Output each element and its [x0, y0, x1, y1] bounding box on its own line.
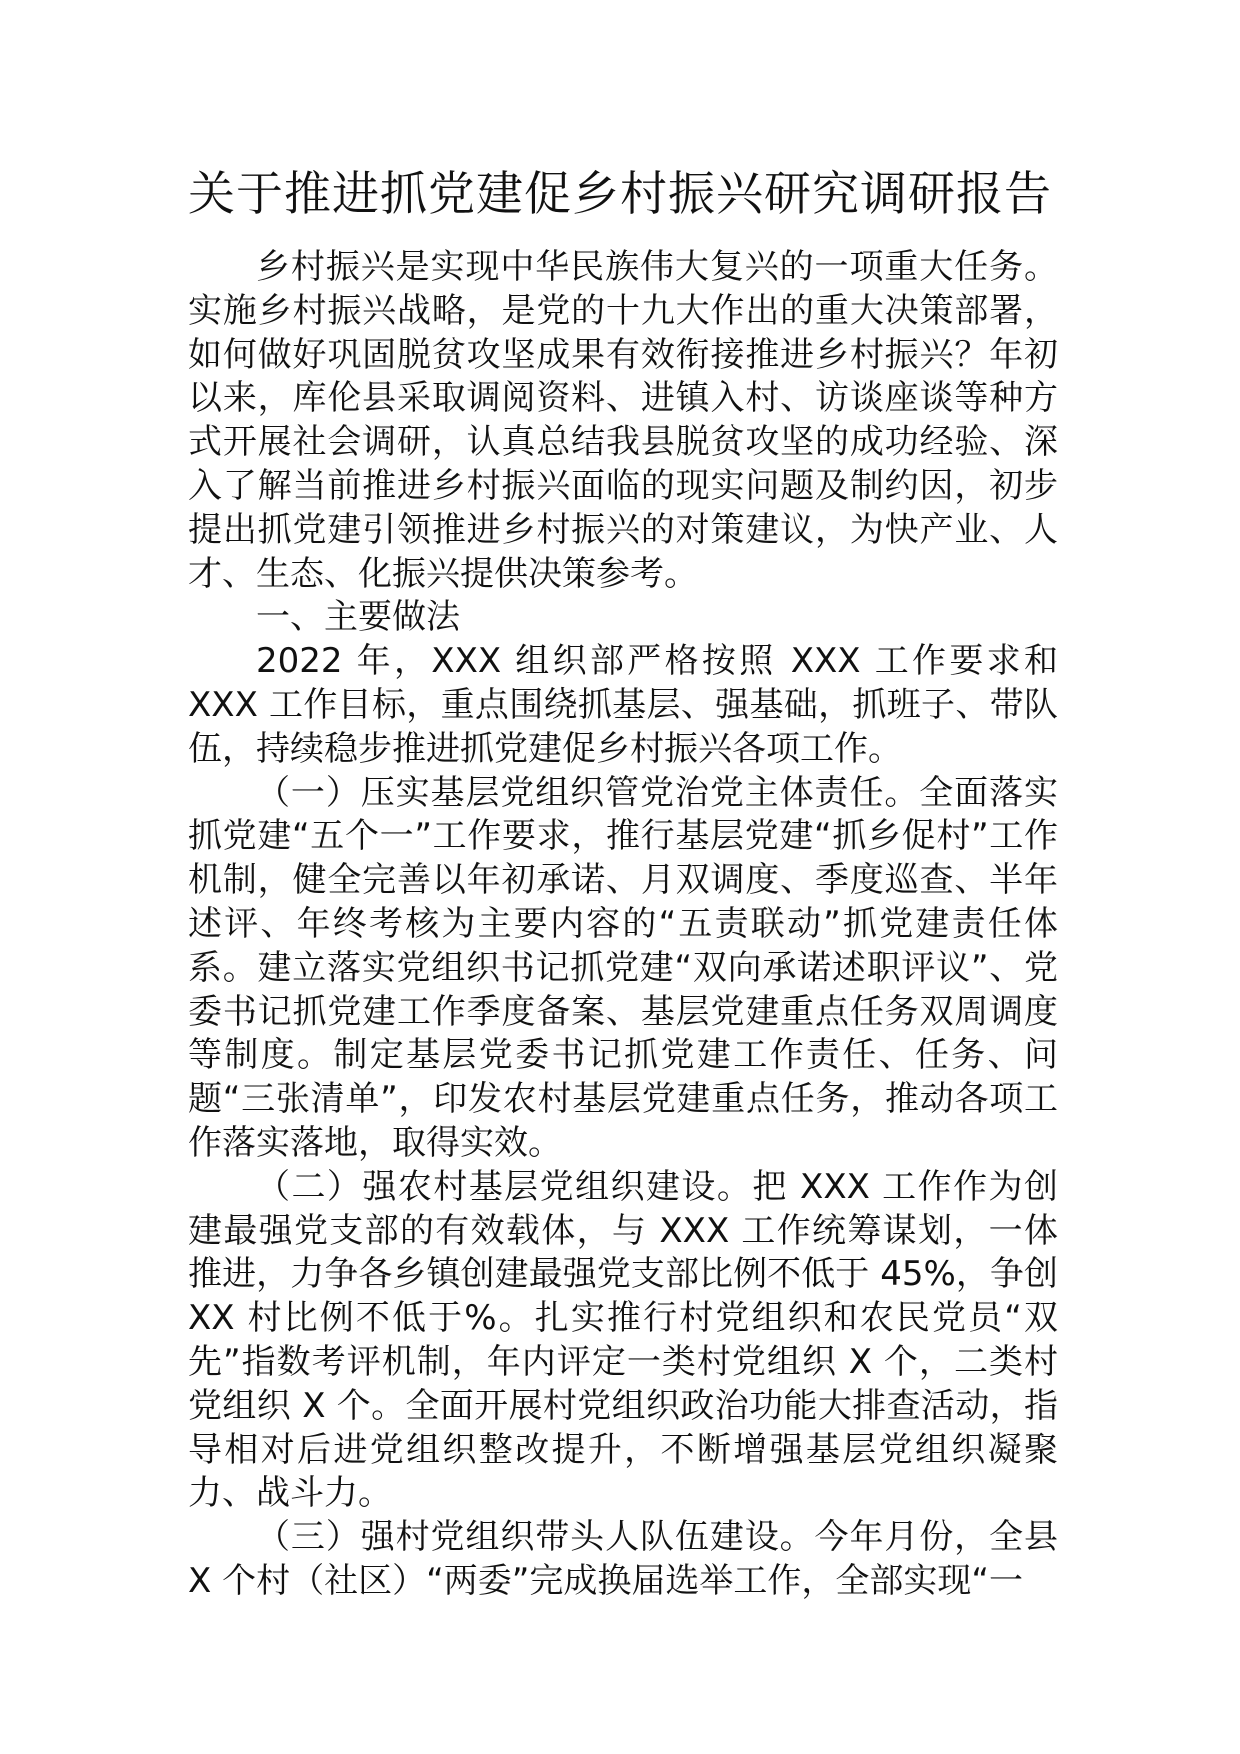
paragraph-item-1: （一）压实基层党组织管党治党主体责任。全面落实抓党建“五个一”工作要求，推行基层党建“抓乡促村”工作机制，健全完善以年初承诺、月双调度、季度巡查、半年述评、年终考核为主要内容的“五责联动”抓党建责任体系。建立落实党组织书记抓党建“双向承诺述职评议”、党委书记抓党建工作季度备案、基层党建重点任务双周调度等制度。制定基层党委书记抓党建工作责任、任务、问题“三张清单”，印发农村基层党建重点任务，推动各项工作落实落地，取得实效。	[188, 772, 1058, 1163]
paragraph-intro: 乡村振兴是实现中华民族伟大复兴的一项重大任务。实施乡村振兴战略，是党的十九大作出的重大决策部署，如何做好巩固脱贫攻坚成果有效衔接推进乡村振兴？年初以来，库伦县采取调阅资料、进镇入村、访谈座谈等种方式开展社会调研，认真总结我县脱贫攻坚的成功经验、深入了解当前推进乡村振兴面临的现实问题及制约因，初步提出抓党建引领推进乡村振兴的对策建议，为快产业、人才、生态、化振兴提供决策参考。	[188, 247, 1058, 594]
paragraph-overview: 2022 年，XXX 组织部严格按照 XXX 工作要求和 XXX 工作目标，重点围绕抓基层、强基础，抓班子、带队伍，持续稳步推进抓党建促乡村振兴各项工作。	[188, 641, 1058, 769]
document-body	[188, 246, 1058, 1604]
paragraph-item-3: （三）强村党组织带头人队伍建设。今年月份，全县 X 个村（社区）“两委”完成换届选举工作，全部实现“一	[188, 1517, 1058, 1601]
paragraph-item-2: （二）强农村基层党组织建设。把 XXX 工作作为创建最强党支部的有效载体，与 XXX 工作统筹谋划，一体推进，力争各乡镇创建最强党支部比例不低于 45%，争创 XX 村比例不低于%。扎实推行村党组织和农民党员“双先”指数考评机制，年内评定一类村党组织 X 个，二类村党组织 X 个。全面开展村党组织政治功能大排查活动，指导相对后进党组织整改提升，不断增强基层党组织凝聚力、战斗力。	[188, 1166, 1058, 1514]
section-heading-main-practices: 一、主要做法	[256, 597, 460, 638]
document-title: 关于推进抓党建促乡村振兴研究调研报告	[188, 167, 1052, 222]
